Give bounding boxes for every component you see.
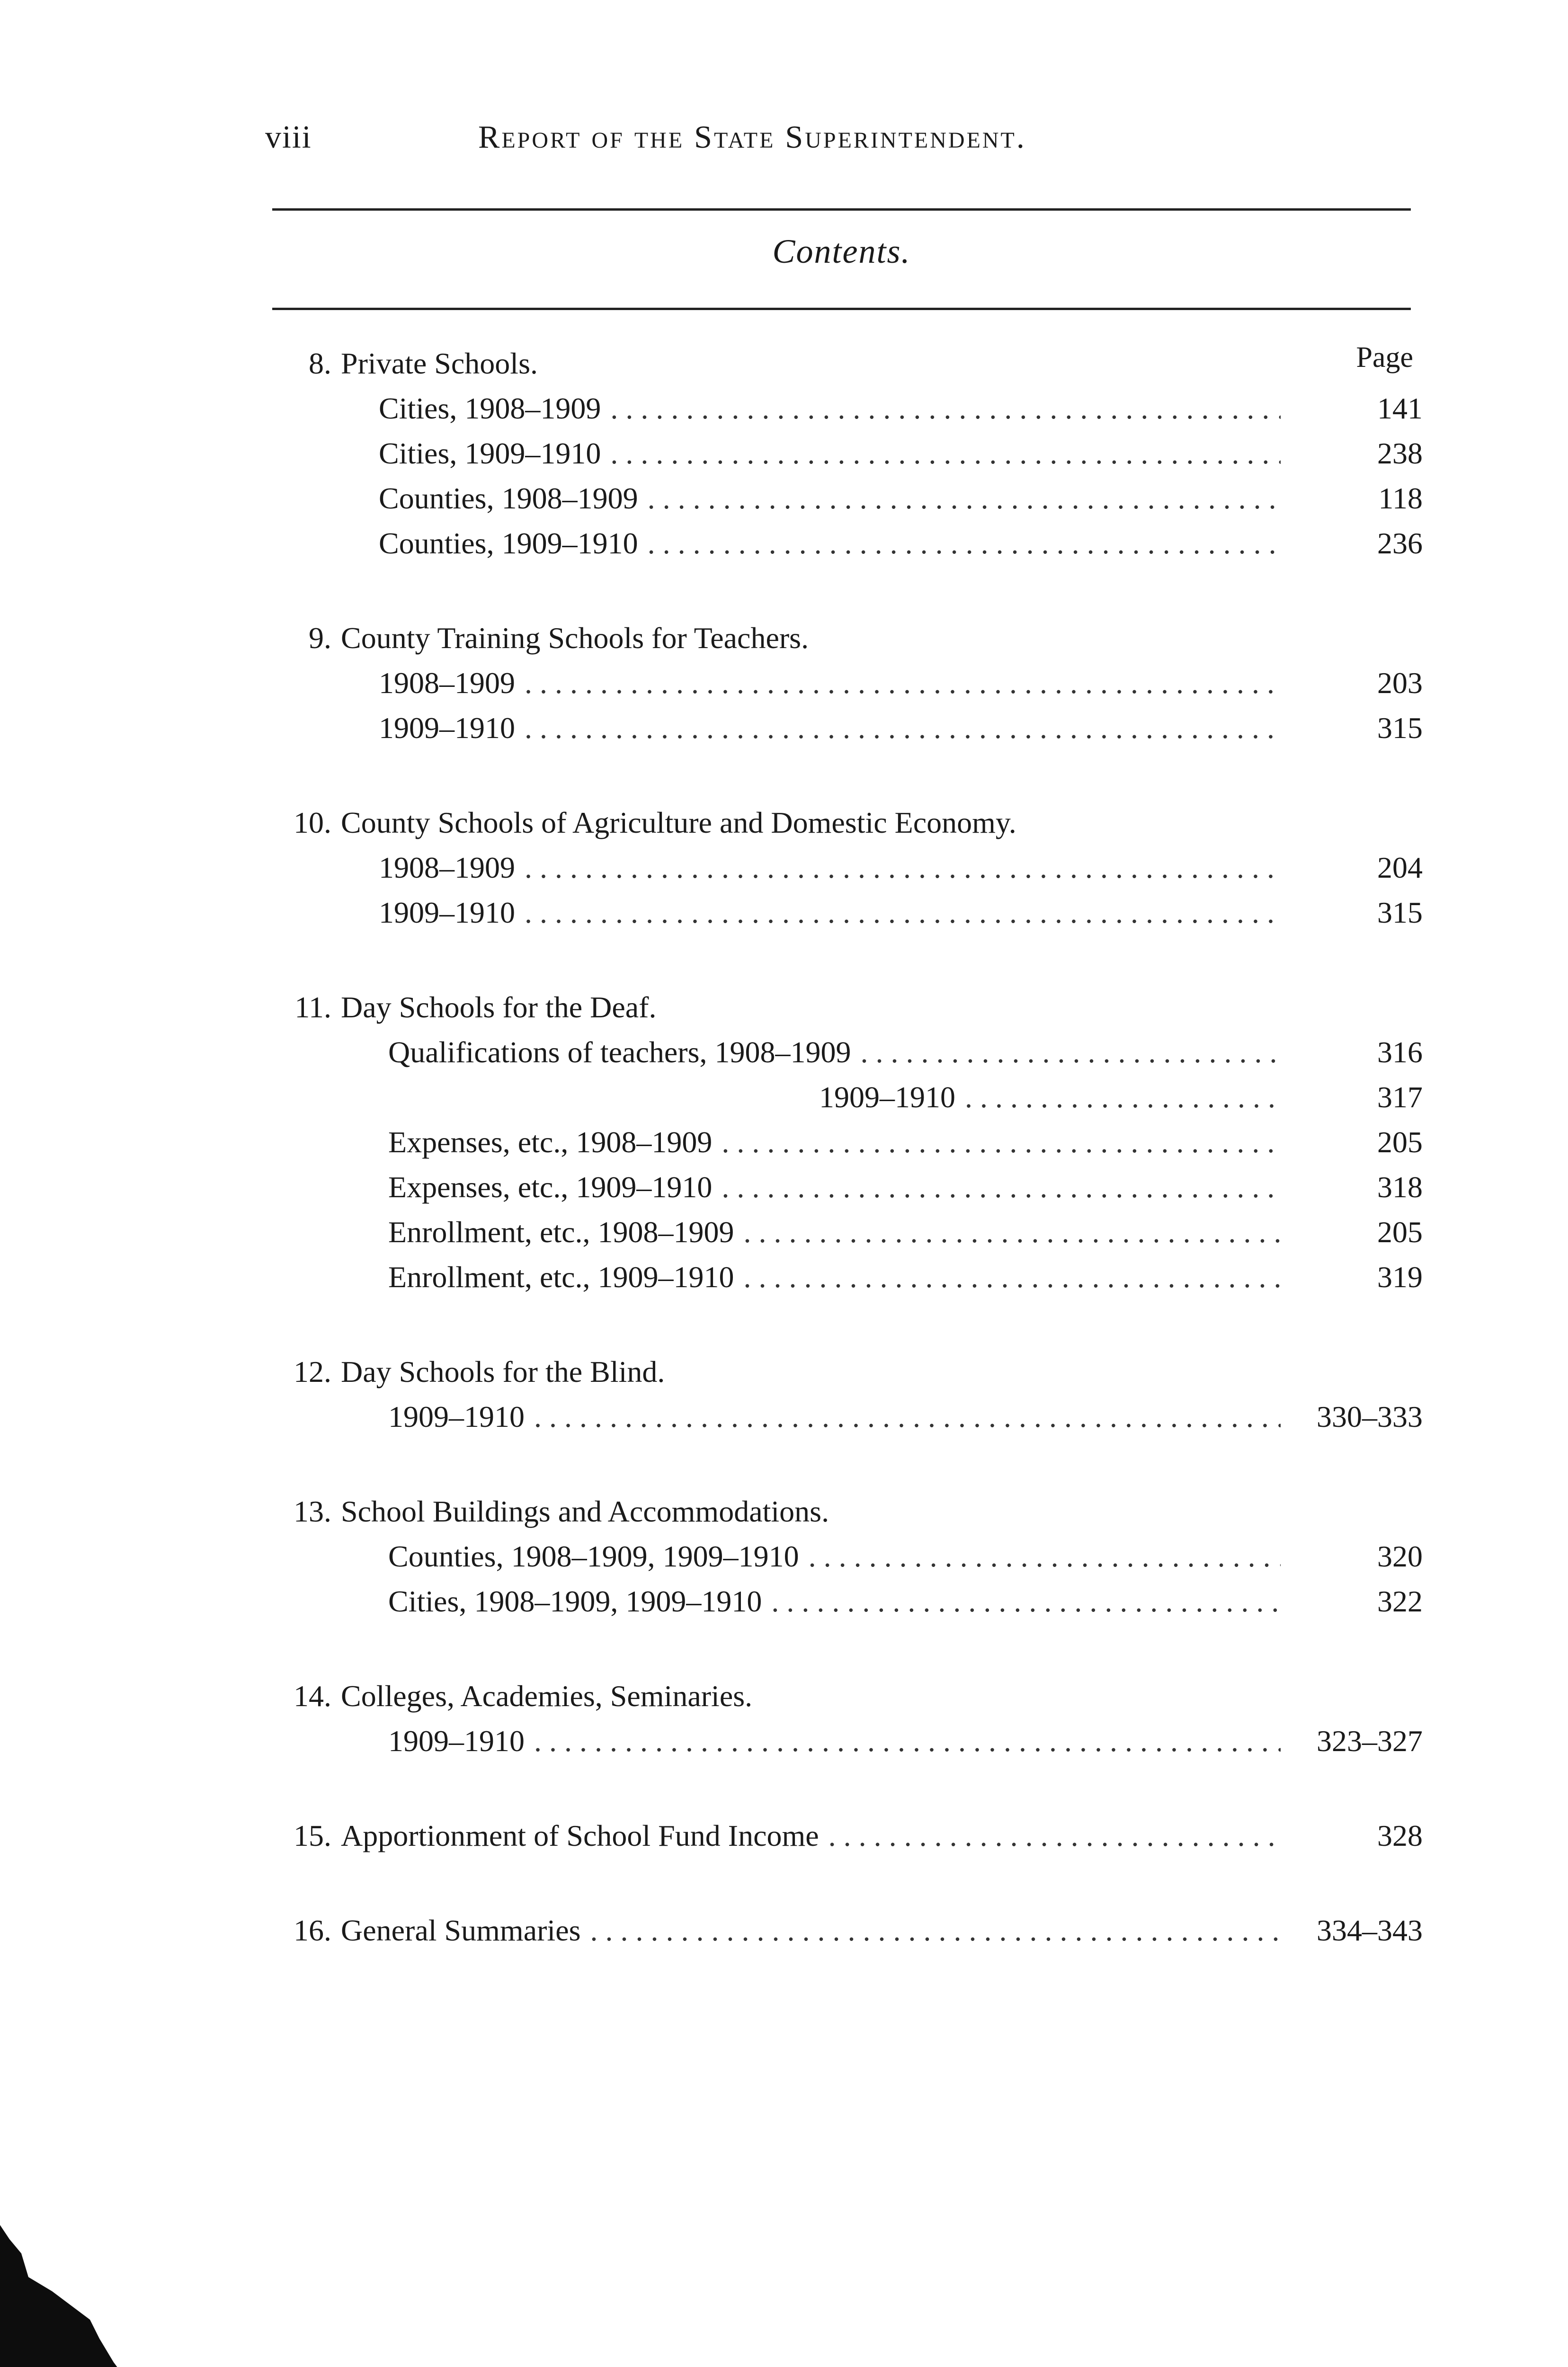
toc-entry: [272, 1813, 1423, 1858]
leader-dots: [744, 1210, 1281, 1255]
toc-entry: [272, 705, 1423, 750]
entry-page: 238: [1377, 436, 1423, 470]
toc-entry: [272, 890, 1423, 935]
entry-label: 1909–1910: [388, 1724, 525, 1758]
entry-page: 205: [1377, 1125, 1423, 1159]
toc-section-15: [272, 1813, 1423, 1858]
leader-dots: [590, 1908, 1281, 1953]
section-heading: [272, 985, 1423, 1030]
entry-label: Cities, 1909–1910: [379, 436, 601, 470]
leader-dots: [648, 521, 1281, 566]
entry-page: 330–333: [1317, 1400, 1423, 1433]
entry-label: 1909–1910: [379, 896, 515, 929]
toc-entry: [272, 476, 1423, 521]
toc-entry: [272, 1075, 1423, 1120]
entry-page: 315: [1377, 711, 1423, 745]
leader-dots: [829, 1813, 1281, 1858]
entry-label: Qualifications of teachers, 1908–1909: [388, 1035, 851, 1069]
page-column-label: Page: [1356, 341, 1413, 374]
leader-dots: [648, 476, 1281, 521]
section-heading: [272, 615, 1423, 660]
entry-page: 205: [1377, 1215, 1423, 1249]
section-heading: [272, 341, 1423, 386]
toc-entry: [272, 1120, 1423, 1165]
section-heading: [272, 1673, 1423, 1718]
leader-dots: [610, 431, 1281, 476]
section-number: 13.: [294, 1495, 331, 1528]
entry-label: General Summaries: [341, 1913, 581, 1947]
leader-dots: [610, 386, 1281, 431]
leader-dots: [809, 1534, 1281, 1579]
bottom-rule: [272, 308, 1411, 310]
toc-entry: [272, 1255, 1423, 1299]
leader-dots: [525, 705, 1281, 750]
toc-entry: [272, 386, 1423, 431]
entry-page: 319: [1377, 1260, 1423, 1294]
toc-entry: [272, 660, 1423, 705]
entry-page: 118: [1378, 481, 1423, 515]
entry-label: 1909–1910: [379, 711, 515, 745]
section-number: 10.: [294, 806, 331, 839]
entry-label: 1908–1909: [379, 666, 515, 700]
leader-dots: [534, 1718, 1281, 1763]
entry-page: 328: [1377, 1819, 1423, 1852]
section-number: 8.: [309, 347, 331, 380]
page-folio: viii: [265, 119, 312, 155]
entry-label: Apportionment of School Fund Income: [341, 1819, 819, 1852]
toc-entry: [272, 1579, 1423, 1624]
section-heading: [272, 1349, 1423, 1394]
toc-section-8: [272, 341, 1423, 566]
leader-dots: [525, 660, 1281, 705]
toc-entry: [272, 1394, 1423, 1439]
entry-label: Expenses, etc., 1908–1909: [388, 1125, 713, 1159]
section-heading-text: County Training Schools for Teachers.: [341, 621, 809, 655]
entry-page: 323–327: [1317, 1724, 1423, 1758]
toc-section-16: [272, 1908, 1423, 1953]
toc-entry: [272, 521, 1423, 566]
top-rule: [272, 208, 1411, 211]
running-head: [265, 118, 1326, 166]
leader-dots: [744, 1255, 1281, 1299]
entry-page: 317: [1377, 1080, 1423, 1114]
toc-entry: [272, 845, 1423, 890]
entry-label: 1909–1910: [819, 1080, 955, 1114]
section-heading-text: School Buildings and Accommodations.: [341, 1495, 829, 1528]
entry-page: 236: [1377, 526, 1423, 560]
entry-page: 204: [1377, 851, 1423, 884]
toc-entry: [272, 1210, 1423, 1255]
toc-entry: [272, 1534, 1423, 1579]
section-number: 15.: [294, 1819, 331, 1852]
entry-page: 316: [1377, 1035, 1423, 1069]
leader-dots: [722, 1120, 1281, 1165]
section-number: 9.: [309, 621, 331, 655]
section-number: 16.: [294, 1913, 331, 1947]
entry-label: Enrollment, etc., 1908–1909: [388, 1215, 734, 1249]
section-number: 14.: [294, 1679, 331, 1713]
entry-label: Counties, 1908–1909: [379, 481, 638, 515]
entry-page: 318: [1377, 1170, 1423, 1204]
leader-dots: [525, 845, 1281, 890]
entry-label: Enrollment, etc., 1909–1910: [388, 1260, 734, 1294]
entry-page: 203: [1377, 666, 1423, 700]
toc-section-12: [272, 1349, 1423, 1439]
toc-entry: [272, 1165, 1423, 1210]
entry-label: Expenses, etc., 1909–1910: [388, 1170, 713, 1204]
entry-page: 320: [1377, 1539, 1423, 1573]
table-of-contents: [272, 341, 1423, 2002]
section-heading-text: Day Schools for the Blind.: [341, 1355, 665, 1388]
entry-label: Cities, 1908–1909: [379, 392, 601, 425]
entry-label: Cities, 1908–1909, 1909–1910: [388, 1584, 762, 1618]
entry-page: 141: [1377, 392, 1423, 425]
toc-entry: [272, 1908, 1423, 1953]
entry-page: 334–343: [1317, 1913, 1423, 1947]
toc-entry: [272, 1030, 1423, 1075]
section-heading-text: Private Schools.: [341, 347, 538, 380]
leader-dots: [965, 1075, 1281, 1120]
leader-dots: [771, 1579, 1281, 1624]
scan-edge-blot: [0, 2225, 142, 2367]
leader-dots: [525, 890, 1281, 935]
entry-label: 1908–1909: [379, 851, 515, 884]
toc-section-11: [272, 985, 1423, 1299]
section-heading-text: County Schools of Agriculture and Domestic Economy.: [341, 806, 1016, 839]
entry-page: 315: [1377, 896, 1423, 929]
leader-dots: [534, 1394, 1281, 1439]
toc-entry: [272, 431, 1423, 476]
section-number: 11.: [294, 990, 331, 1024]
section-number: 12.: [294, 1355, 331, 1388]
entry-label: 1909–1910: [388, 1400, 525, 1433]
leader-dots: [861, 1030, 1281, 1075]
toc-section-9: [272, 615, 1423, 750]
section-title: Contents.: [772, 232, 911, 270]
toc-section-14: [272, 1673, 1423, 1763]
section-heading-text: Colleges, Academies, Seminaries.: [341, 1679, 753, 1713]
entry-label: Counties, 1909–1910: [379, 526, 638, 560]
entry-page: 322: [1377, 1584, 1423, 1618]
running-title: Report of the State Superintendent.: [478, 119, 1026, 155]
entry-label: Counties, 1908–1909, 1909–1910: [388, 1539, 799, 1573]
section-heading: [272, 1489, 1423, 1534]
section-heading: [272, 800, 1423, 845]
section-heading-text: Day Schools for the Deaf.: [341, 990, 657, 1024]
toc-section-13: [272, 1489, 1423, 1624]
toc-entry: [272, 1718, 1423, 1763]
toc-section-10: [272, 800, 1423, 935]
leader-dots: [722, 1165, 1281, 1210]
